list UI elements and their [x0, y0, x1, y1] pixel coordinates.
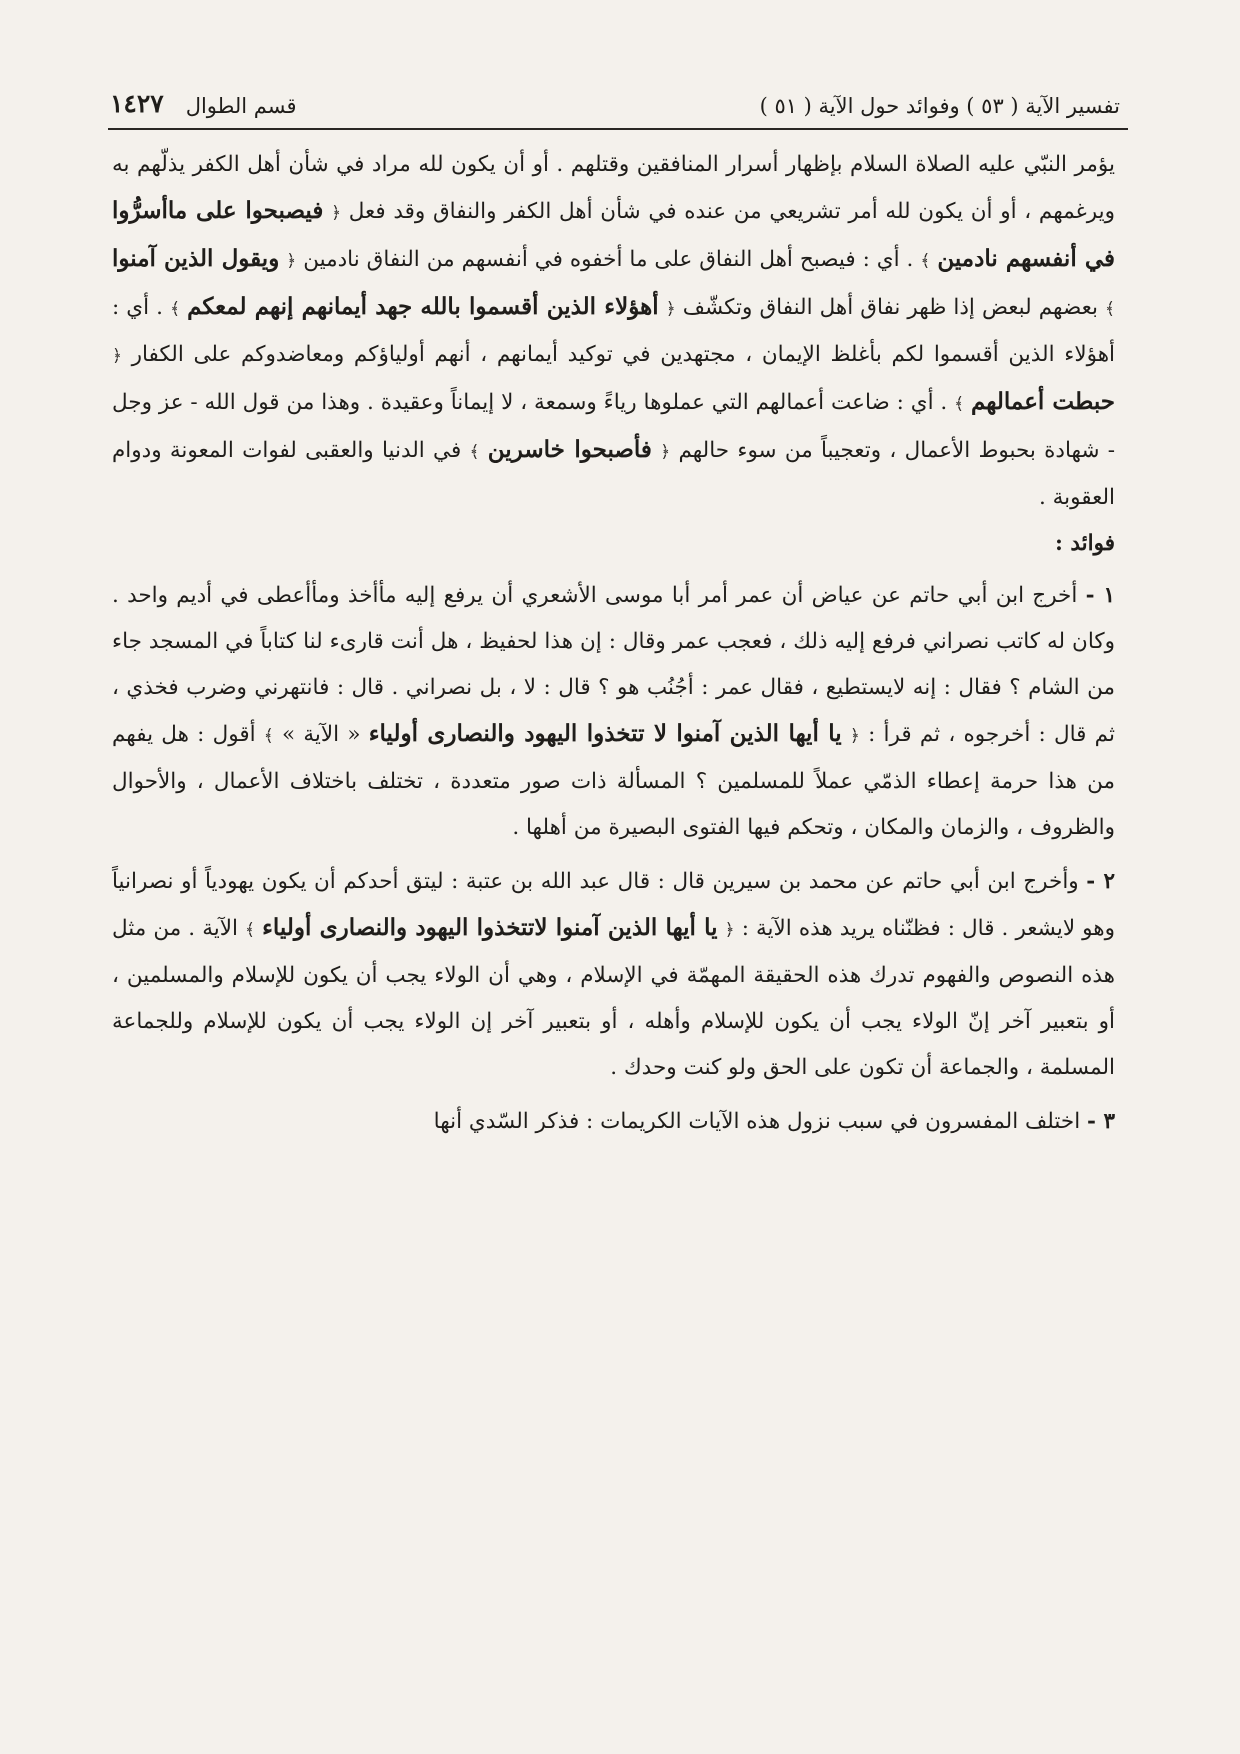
item-number: ٣ - — [1087, 1109, 1115, 1134]
quran-verse-7: يا أيها الذين آمنوا لاتتخذوا اليهود والنصارى أولياء — [262, 914, 718, 941]
quran-verse-5: فأصبحوا خاسرين — [487, 436, 652, 463]
verse-bracket-close: ﴾ — [469, 442, 480, 462]
quran-verse-6: يا أيها الذين آمنوا لا تتخذوا اليهود والنصارى أولياء — [368, 720, 842, 747]
quran-verse-2: ويقول الذين آمنوا — [112, 245, 280, 272]
item1-text-1: أخرج ابن أبي حاتم عن عياض أن عمر أمر أبا موسى الأشعري أن يرفع إليه مأأخذ ومأأعطى في أديم واحد . وكان له كاتب نصراني فرفع إليه ذلك ، فعجب عمر وقال : إن هذا لحفيظ ، هل أنت قارىء لنا كتاباً في المسجد جاء من الشام ؟ فقال : إنه لايستطيع ، فقال عمر : أجُنُب هو ؟ قال : لا ، بل نصراني . قال : فانتهرني وضرب فخذي ، ثم قال : أخرجوه ، ثم قرأ : — [112, 583, 1115, 747]
verse-bracket-open: ﴿ — [849, 726, 860, 746]
benefit-item-3 — [112, 1099, 1115, 1145]
header-rule — [108, 128, 1128, 130]
verse-bracket-close: ﴾ — [920, 251, 931, 271]
verse-bracket-open: ﴿ — [660, 442, 671, 462]
header-meta — [110, 89, 297, 118]
quran-verse-3: أهؤلاء الذين أقسموا بالله جهد أيمانهم إنهم لمعكم — [187, 293, 659, 320]
page-number: ١٤٢٧ — [110, 89, 164, 118]
benefit-item-2 — [112, 859, 1115, 1091]
intro-text-5: . أي : ضاعت أعمالهم التي عملوها رياءً وسمعة ، لا إيماناً وعقيدة . وهذا من قول الله - عز وجل - شهادة بحبوط الأعمال ، وتعجيباً من سوء حالهم — [112, 390, 1115, 463]
quran-verse-4: حبطت أعمالهم — [970, 388, 1115, 415]
intro-text-6: في الدنيا والعقبى لفوات المعونة ودوام العقوبة . — [112, 438, 1115, 510]
item1-text-3: أقول : هل يفهم من هذا حرمة إعطاء الذمّي عملاً للمسلمين ؟ المسألة ذات صور متعددة ، تختلف باختلاف الأعمال ، والأحوال والظروف ، والزمان والمكان ، وتحكم فيها الفتوى البصيرة من أهلها . — [112, 722, 1115, 840]
intro-text-4: . أي : أهؤلاء الذين أقسموا لكم بأغلظ الإيمان ، مجتهدين في توكيد أيمانهم ، أنهم أولياؤكم ومعاضدوكم على الكفار — [112, 295, 1116, 367]
verse-bracket-close: ﴾ — [954, 394, 965, 414]
verse-bracket-close: ﴾ — [170, 299, 181, 319]
verse-bracket-open: ﴿ — [286, 251, 297, 271]
verse-bracket-close: ﴾ — [263, 726, 274, 746]
item1-text-2: « الآية » — [281, 722, 361, 747]
intro-paragraph — [112, 142, 1115, 521]
item2-text-2: الآية . من مثل هذه النصوص والفهوم تدرك هذه الحقيقة المهمّة في الإسلام ، وهي أن الولاء يجب أن يكون للإسلام والمسلمين ، أو بتعبير آخر إنّ الولاء يجب أن يكون للإسلام وأهله ، أو بتعبير آخر إن الولاء يجب أن يكون للإسلام وللجماعة المسلمة ، والجماعة أن تكون على الحق ولو كنت وحدك . — [112, 916, 1115, 1080]
item2-text-1: وأخرج ابن أبي حاتم عن محمد بن سيرين قال : قال عبد الله بن عتبة : ليتق أحدكم أن يكون يهودياً أو نصرانياً وهو لايشعر . قال : فظنّناه يريد هذه الآية : — [112, 869, 1115, 941]
verse-bracket-close: ﴾ — [245, 920, 255, 940]
intro-text-3: بعضهم لبعض إذا ظهر نفاق أهل النفاق وتكشّف — [682, 295, 1098, 320]
verse-bracket-open: ﴿ — [724, 920, 735, 940]
verse-bracket-open: ﴿ — [112, 346, 122, 366]
intro-text-1: يؤمر النبّي عليه الصلاة السلام بإظهار أسرار المنافقين وقتلهم . أو أن يكون لله مراد في شأن أهل الكفر يذلّهم به ويرغمهم ، أو أن يكون لله أمر تشريعي من عنده في شأن أهل الكفر والنفاق وقد فعل — [112, 152, 1116, 224]
benefits-heading: فوائد : — [1054, 531, 1115, 556]
header-title: تفسير الآية ( ٥٣ ) وفوائد حول الآية ( ٥١ ) — [759, 94, 1120, 118]
verse-bracket-open: ﴿ — [665, 299, 676, 319]
page-body — [112, 142, 1115, 1153]
benefit-item-1 — [112, 573, 1115, 851]
running-header — [110, 82, 1120, 118]
item-number: ٢ - — [1086, 869, 1115, 894]
quran-verse-1: فيصبحوا على ماأسرُّوا في أنفسهم نادمين — [112, 197, 1116, 272]
item-number: ١ - — [1085, 583, 1115, 608]
intro-text-2: . أي : فيصبح أهل النفاق على ما أخفوه في أنفسهم من النفاق نادمين — [303, 247, 914, 272]
header-section: قسم الطوال — [185, 94, 297, 118]
verse-bracket-close: ﴾ — [1105, 299, 1115, 319]
item3-text-1: اختلف المفسرون في سبب نزول هذه الآيات الكريمات : فذكر السّدي أنها — [433, 1109, 1081, 1134]
verse-bracket-open: ﴿ — [331, 203, 342, 223]
